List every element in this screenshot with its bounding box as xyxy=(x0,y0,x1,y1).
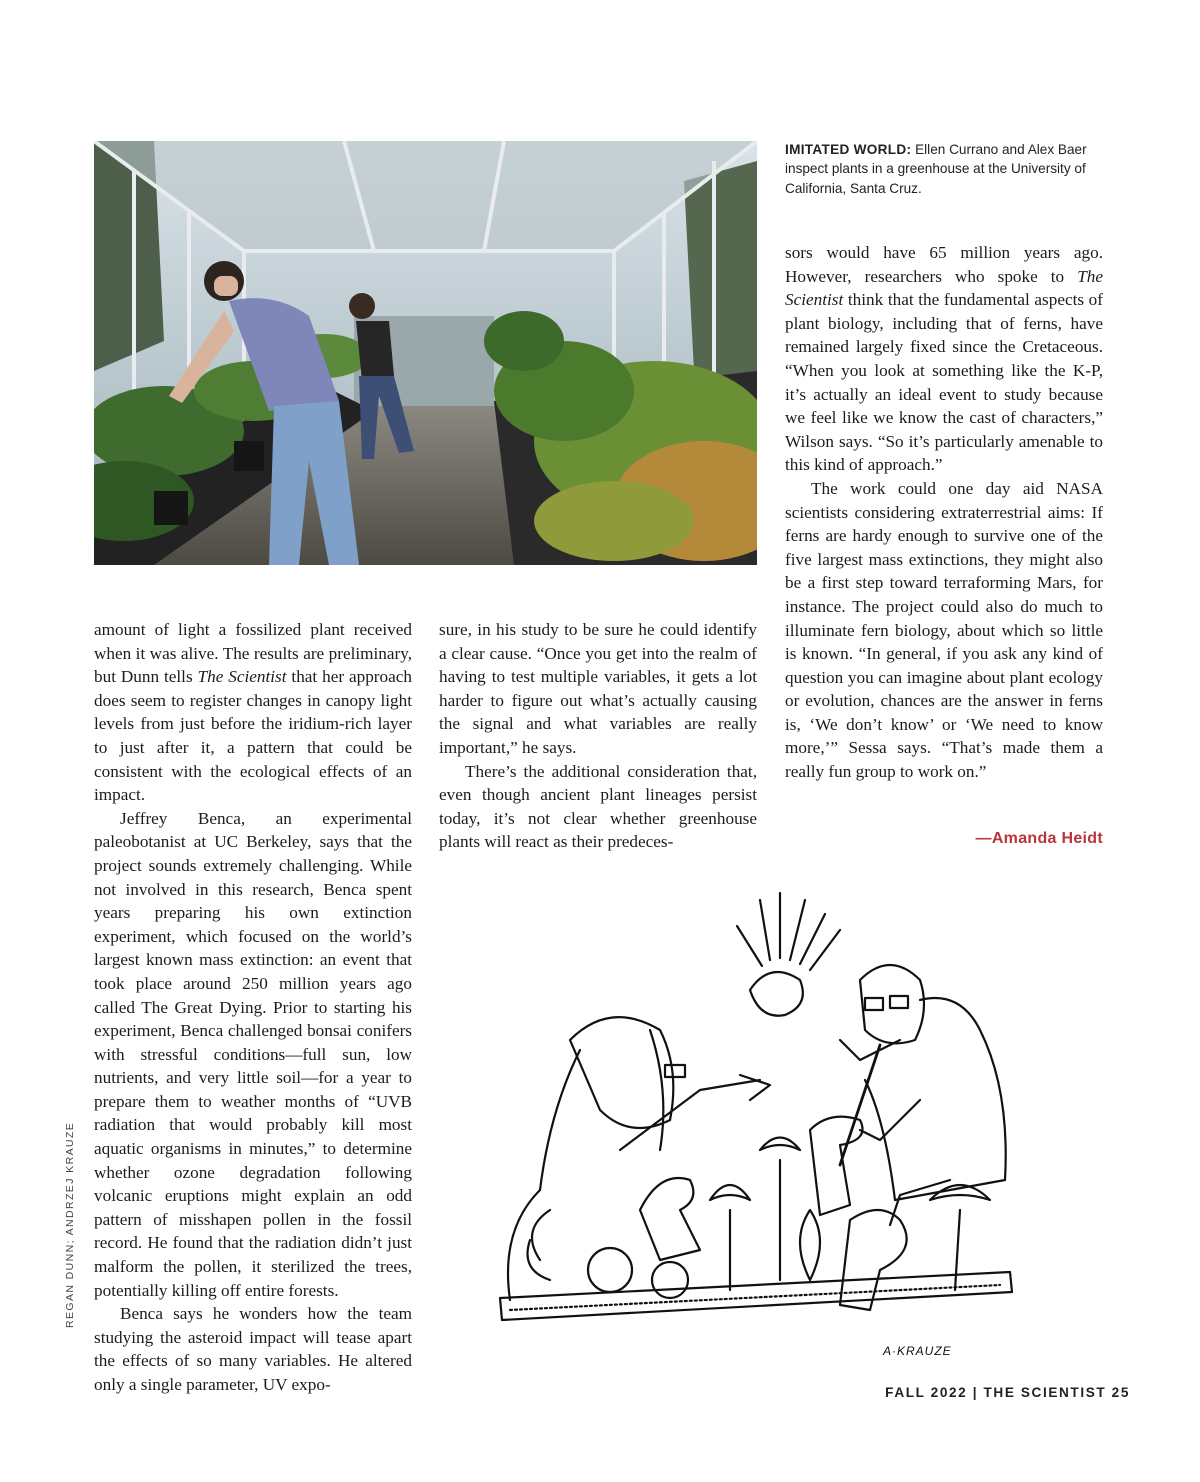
article-column-3 xyxy=(785,241,1103,784)
article-column-2 xyxy=(439,618,757,854)
cartoon-illustration xyxy=(480,880,1040,1370)
paragraph: There’s the additional consideration that, even though ancient plant lineages persist today, it’s not clear whether greenhouse plants will react as their predeces- xyxy=(439,761,757,852)
author-byline: —Amanda Heidt xyxy=(975,830,1103,847)
photo-caption xyxy=(785,140,1115,198)
paragraph: sors would have 65 million years ago. However, researchers who spoke to The Scientist think that the fundamental aspects of plant biology, including that of ferns, have remained largely fixed since the Cretaceous. “When you look at something like the K-P, it’s actually an ideal event to study because we feel like we know the cast of characters,” Wilson says. “So it’s particularly amenable to this kind of approach.” xyxy=(785,243,1103,475)
caption-label: IMITATED WORLD: xyxy=(785,142,912,157)
paragraph: sure, in his study to be sure he could identify a clear cause. “Once you get into the realm of having to test multiple variables, it gets a lot harder to figure out what’s actually causing the signal and what variables are really important,” he says. xyxy=(439,620,757,757)
paragraph: The work could one day aid NASA scientists considering extraterrestrial aims: If ferns are hardy enough to survive one of the five largest mass extinctions, they might also be a first step toward terraforming Mars, for instance. The project could also do much to illuminate fern biology, about which so little is known. “In general, if you ask any kind of question you can imagine about plant ecology or evolution, chances are the answer in ferns is, ‘We don’t know’ or ‘We need to know more,’” Sessa says. “That’s made them a really fun group to work on.” xyxy=(785,478,1103,782)
paragraph: Jeffrey Benca, an experimental paleobotanist at UC Berkeley, says that the project sounds extremely challenging. While not involved in this research, Benca spent years preparing his own extinction experiment, which focused on the world’s largest known mass extinction: an event that took place around 250 million years ago called The Great Dying. Prior to starting his experiment, Benca challenged bonsai conifers with stressful conditions—full sun, low nutrients, and very little soil—for a year to prepare them to weather months of “UVB radiation that would probably kill most aquatic organisms in minutes,” to determine whether ozone degradation following volcanic eruptions might explain an odd pattern of misshapen pollen in the fossil record. He found that the radiation didn’t just malform the pollen, it sterilized the trees, potentially killing off entire forests. xyxy=(94,808,412,1300)
magazine-name: THE SCIENTIST xyxy=(983,1385,1107,1400)
page-footer xyxy=(885,1385,1130,1400)
paragraph: Benca says he wonders how the team studying the asteroid impact will tease apart the effects of so many variables. He altered only a single parameter, UV expo- xyxy=(94,1304,412,1394)
article-column-1 xyxy=(94,618,412,1397)
photo-credit: REGAN DUNN; ANDRZEJ KRAUZE xyxy=(64,1121,76,1328)
footer-separator: | xyxy=(972,1385,979,1400)
page-number: 25 xyxy=(1111,1385,1130,1400)
issue-label: FALL 2022 xyxy=(885,1385,968,1400)
paragraph: amount of light a fossilized plant received when it was alive. The results are preliminary, but Dunn tells The Scientist that her approach does seem to register changes in canopy light levels from just before the iridium-rich layer to just after it, a pattern that could be consistent with the ecological effects of an impact. xyxy=(94,620,412,805)
greenhouse-photo xyxy=(94,141,757,565)
artist-signature: A·KRAUZE xyxy=(883,1344,952,1358)
caption-text: Ellen Currano and Alex Baer inspect plants in a greenhouse at the University of California, Santa Cruz. xyxy=(785,142,1087,196)
